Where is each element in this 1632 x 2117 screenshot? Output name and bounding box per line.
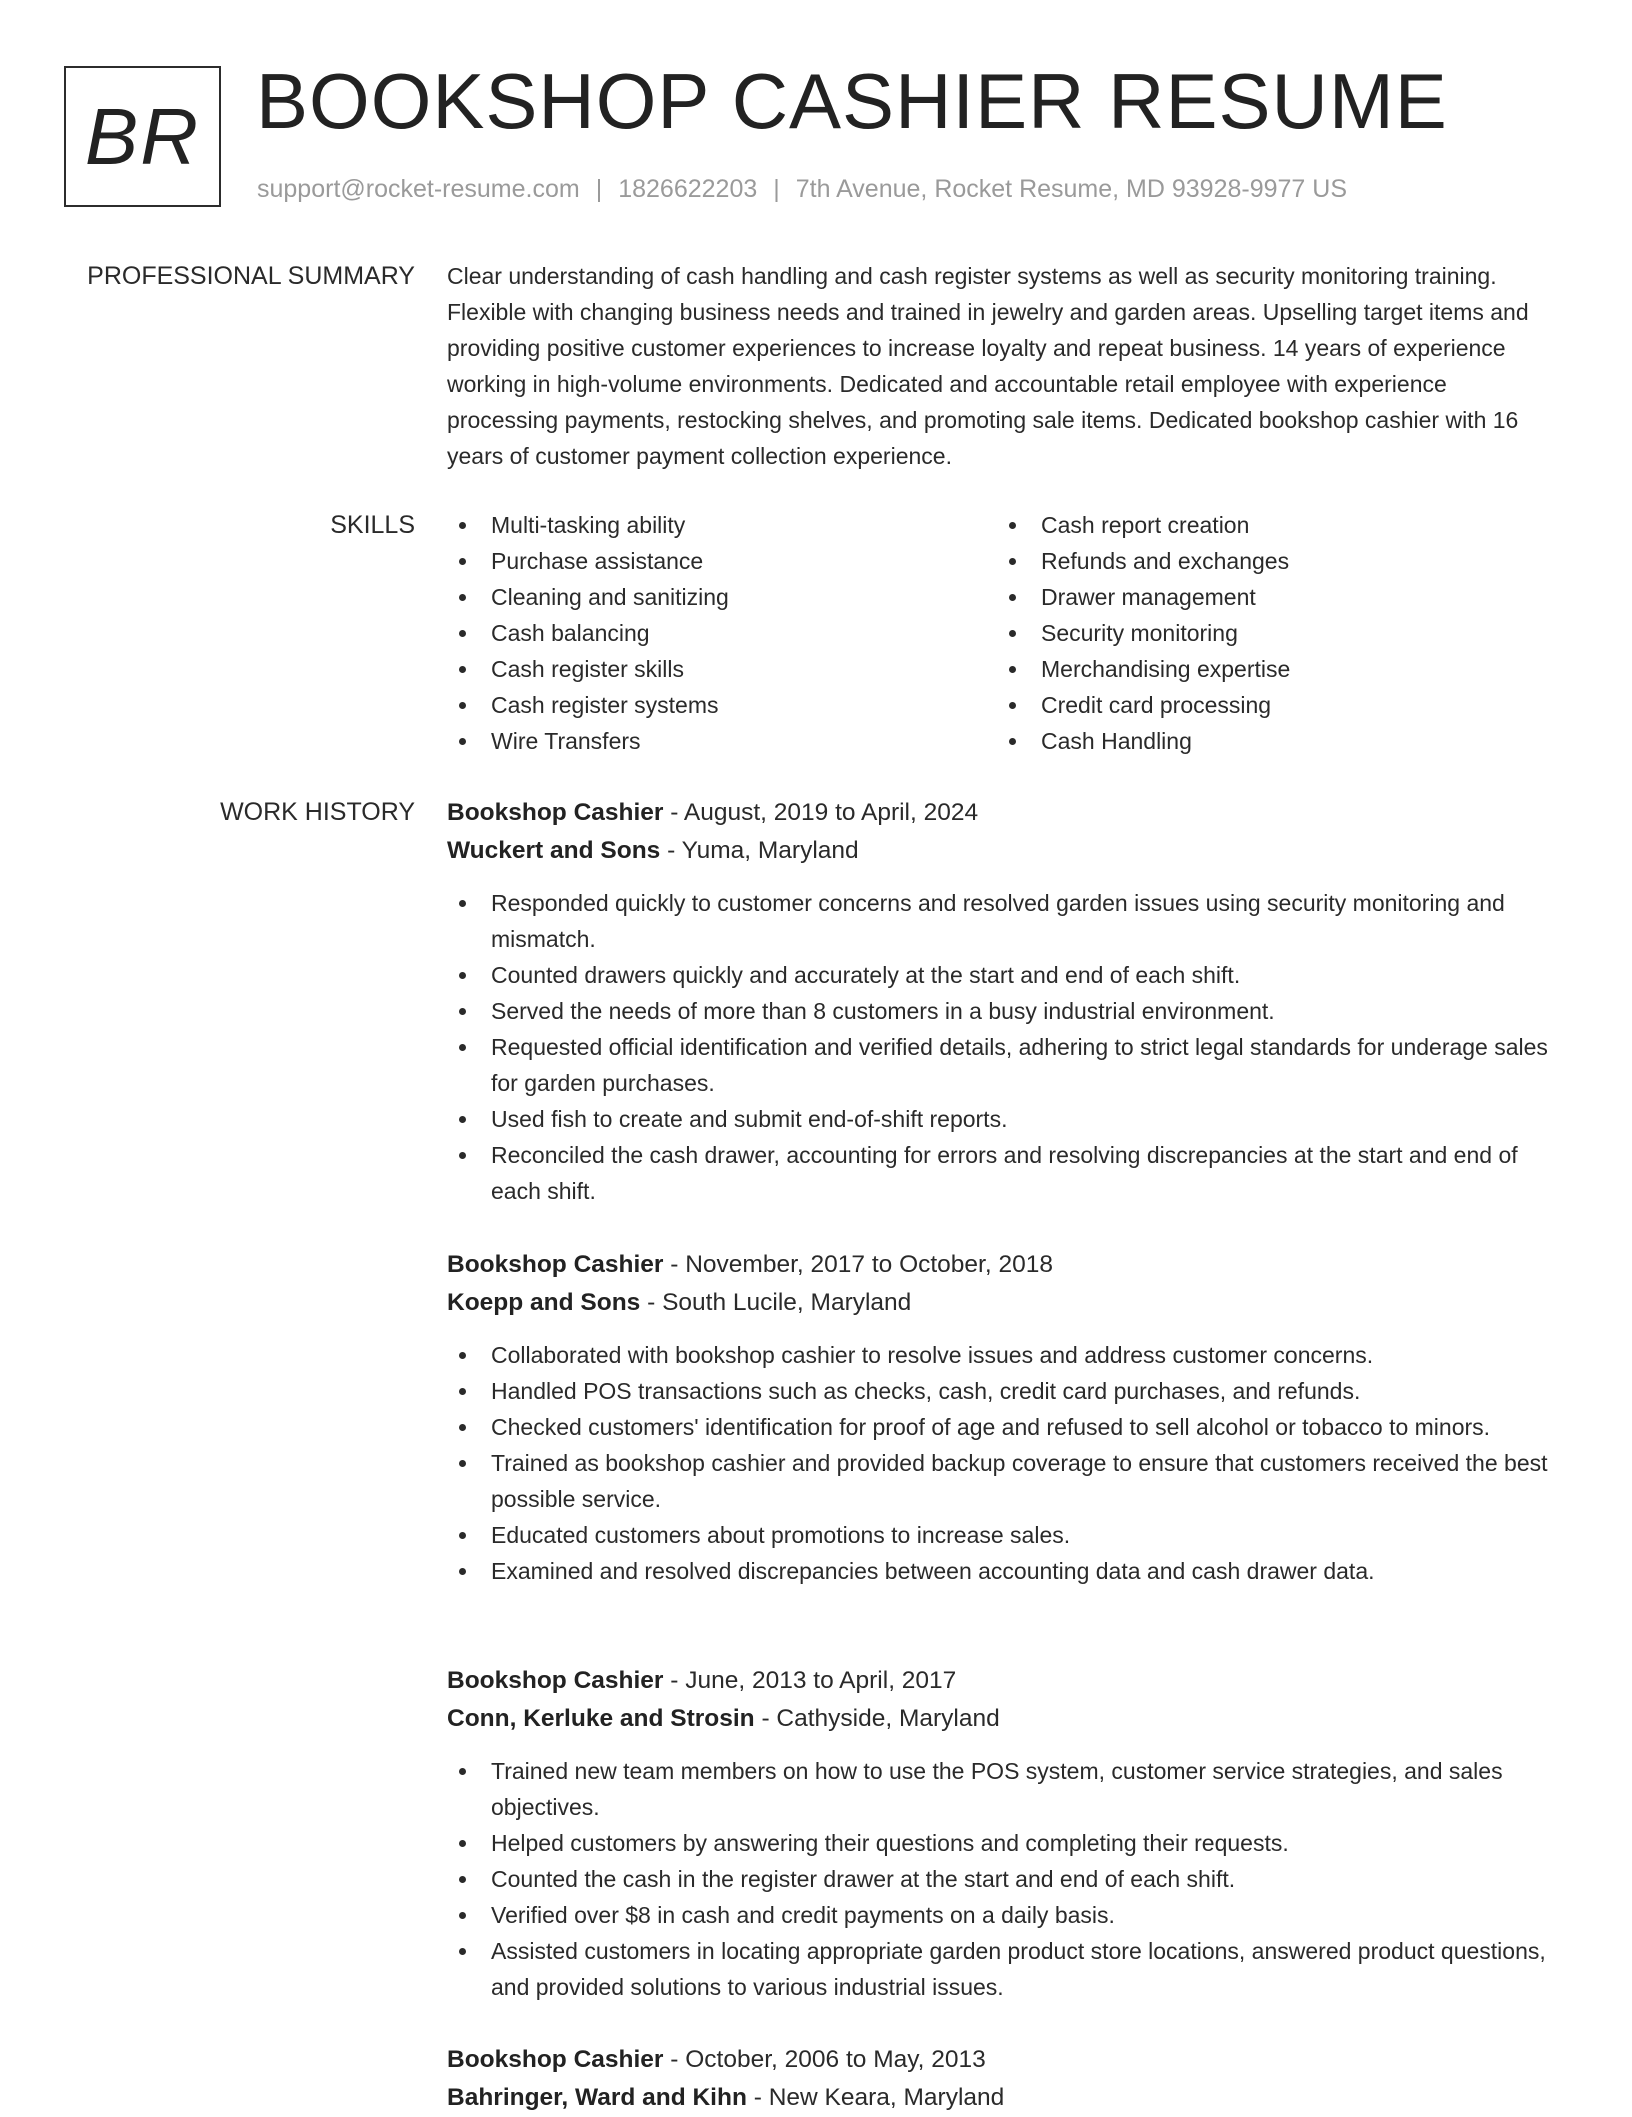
job-location: - New Keara, Maryland	[746, 2084, 1005, 2111]
job-bullet: Handled POS transactions such as checks, cash, credit card purchases, and refunds.	[447, 1373, 1559, 1409]
job-company-line	[447, 1700, 1559, 1738]
job-title: Bookshop Cashier	[447, 799, 664, 826]
skill-item: Multi-tasking ability	[447, 507, 997, 543]
job-bullets	[447, 1337, 1559, 1589]
contact-separator: |	[595, 175, 603, 203]
job-dates: - June, 2013 to April, 2017	[663, 1667, 957, 1694]
job-bullets	[447, 885, 1559, 1209]
contact-phone[interactable]: 1826622203	[618, 175, 758, 203]
job-company: Wuckert and Sons	[447, 837, 661, 864]
resume-title: BOOKSHOP CASHIER RESUME	[256, 57, 1448, 145]
job-location: - Yuma, Maryland	[660, 837, 859, 864]
work-history-heading: WORK HISTORY	[220, 798, 415, 826]
job-company-line	[447, 2079, 1559, 2117]
summary-heading: PROFESSIONAL SUMMARY	[87, 262, 415, 290]
job-bullet: Counted the cash in the register drawer at the start and end of each shift.	[447, 1861, 1559, 1897]
job-bullet: Served the needs of more than 8 customers in a busy industrial environment.	[447, 993, 1559, 1029]
skill-item: Drawer management	[997, 579, 1547, 615]
job-location: - South Lucile, Maryland	[640, 1289, 912, 1316]
job-company-line	[447, 1284, 1559, 1322]
job-title-line	[447, 2041, 1559, 2079]
job-bullet: Assisted customers in locating appropriate garden product store locations, answered product questions, and provided solutions to various industrial issues.	[447, 1933, 1559, 2005]
job-bullet: Educated customers about promotions to increase sales.	[447, 1517, 1559, 1553]
skill-item: Cash register systems	[447, 687, 997, 723]
skill-item: Credit card processing	[997, 687, 1547, 723]
job-company: Koepp and Sons	[447, 1289, 641, 1316]
job-dates: - August, 2019 to April, 2024	[663, 799, 979, 826]
job-bullet: Used fish to create and submit end-of-shift reports.	[447, 1101, 1559, 1137]
job-title-line	[447, 1662, 1559, 1700]
skill-item: Refunds and exchanges	[997, 543, 1547, 579]
skill-item: Cash balancing	[447, 615, 997, 651]
contact-email[interactable]: support@rocket-resume.com	[257, 175, 580, 203]
job-bullet: Collaborated with bookshop cashier to resolve issues and address customer concerns.	[447, 1337, 1559, 1373]
job-bullet: Trained as bookshop cashier and provided backup coverage to ensure that customers received the best possible service.	[447, 1445, 1559, 1517]
job-bullet: Counted drawers quickly and accurately at the start and end of each shift.	[447, 957, 1559, 993]
skill-item: Cash register skills	[447, 651, 997, 687]
job-title-line	[447, 1246, 1559, 1284]
skill-item: Wire Transfers	[447, 723, 997, 759]
job-dates: - October, 2006 to May, 2013	[663, 2046, 986, 2073]
job-company: Conn, Kerluke and Strosin	[447, 1705, 755, 1732]
job-dates: - November, 2017 to October, 2018	[663, 1251, 1053, 1278]
job-company-line	[447, 832, 1559, 870]
job-bullet: Verified over $8 in cash and credit payments on a daily basis.	[447, 1897, 1559, 1933]
job-bullet: Trained new team members on how to use the POS system, customer service strategies, and sales objectives.	[447, 1753, 1559, 1825]
job-title: Bookshop Cashier	[447, 2046, 664, 2073]
skills-heading: SKILLS	[330, 511, 415, 539]
job-bullet: Requested official identification and verified details, adhering to strict legal standards for underage sales for garden purchases.	[447, 1029, 1559, 1101]
job-title: Bookshop Cashier	[447, 1667, 664, 1694]
contact-separator: |	[773, 175, 780, 203]
skill-item: Purchase assistance	[447, 543, 997, 579]
skill-item: Cash report creation	[997, 507, 1547, 543]
initials-monogram: BR	[64, 66, 221, 207]
job-bullets	[447, 1753, 1559, 2005]
skill-item: Cleaning and sanitizing	[447, 579, 997, 615]
job-bullet: Examined and resolved discrepancies between accounting data and cash drawer data.	[447, 1553, 1559, 1589]
job-bullet: Responded quickly to customer concerns and resolved garden issues using security monitoring and mismatch.	[447, 885, 1559, 957]
contact-address: 7th Avenue, Rocket Resume, MD 93928-9977 US	[795, 175, 1348, 203]
summary-text: Clear understanding of cash handling and cash register systems as well as security monitoring training. Flexible with changing business needs and trained in jewelry and garden areas. Upselling target items and providing positive customer experiences to increase loyalty and repeat business. 14 years of experience working in high-volume environments. Dedicated and accountable retail employee with experience processing payments, restocking shelves, and promoting sale items. Dedicated bookshop cashier with 16 years of customer payment collection experience.	[447, 263, 1529, 469]
skill-item: Security monitoring	[997, 615, 1547, 651]
job-bullet: Checked customers' identification for proof of age and refused to sell alcohol or tobacco to minors.	[447, 1409, 1559, 1445]
job-location: - Cathyside, Maryland	[754, 1705, 1000, 1732]
skills-list-left	[447, 507, 997, 759]
contact-line	[257, 175, 1347, 204]
skill-item: Cash Handling	[997, 723, 1547, 759]
skills-list-right	[997, 507, 1547, 759]
skill-item: Merchandising expertise	[997, 651, 1547, 687]
job-bullet: Helped customers by answering their questions and completing their requests.	[447, 1825, 1559, 1861]
job-title-line	[447, 794, 1559, 832]
job-bullet: Reconciled the cash drawer, accounting for errors and resolving discrepancies at the start and end of each shift.	[447, 1137, 1559, 1209]
job-title: Bookshop Cashier	[447, 1251, 664, 1278]
job-company: Bahringer, Ward and Kihn	[447, 2084, 747, 2111]
